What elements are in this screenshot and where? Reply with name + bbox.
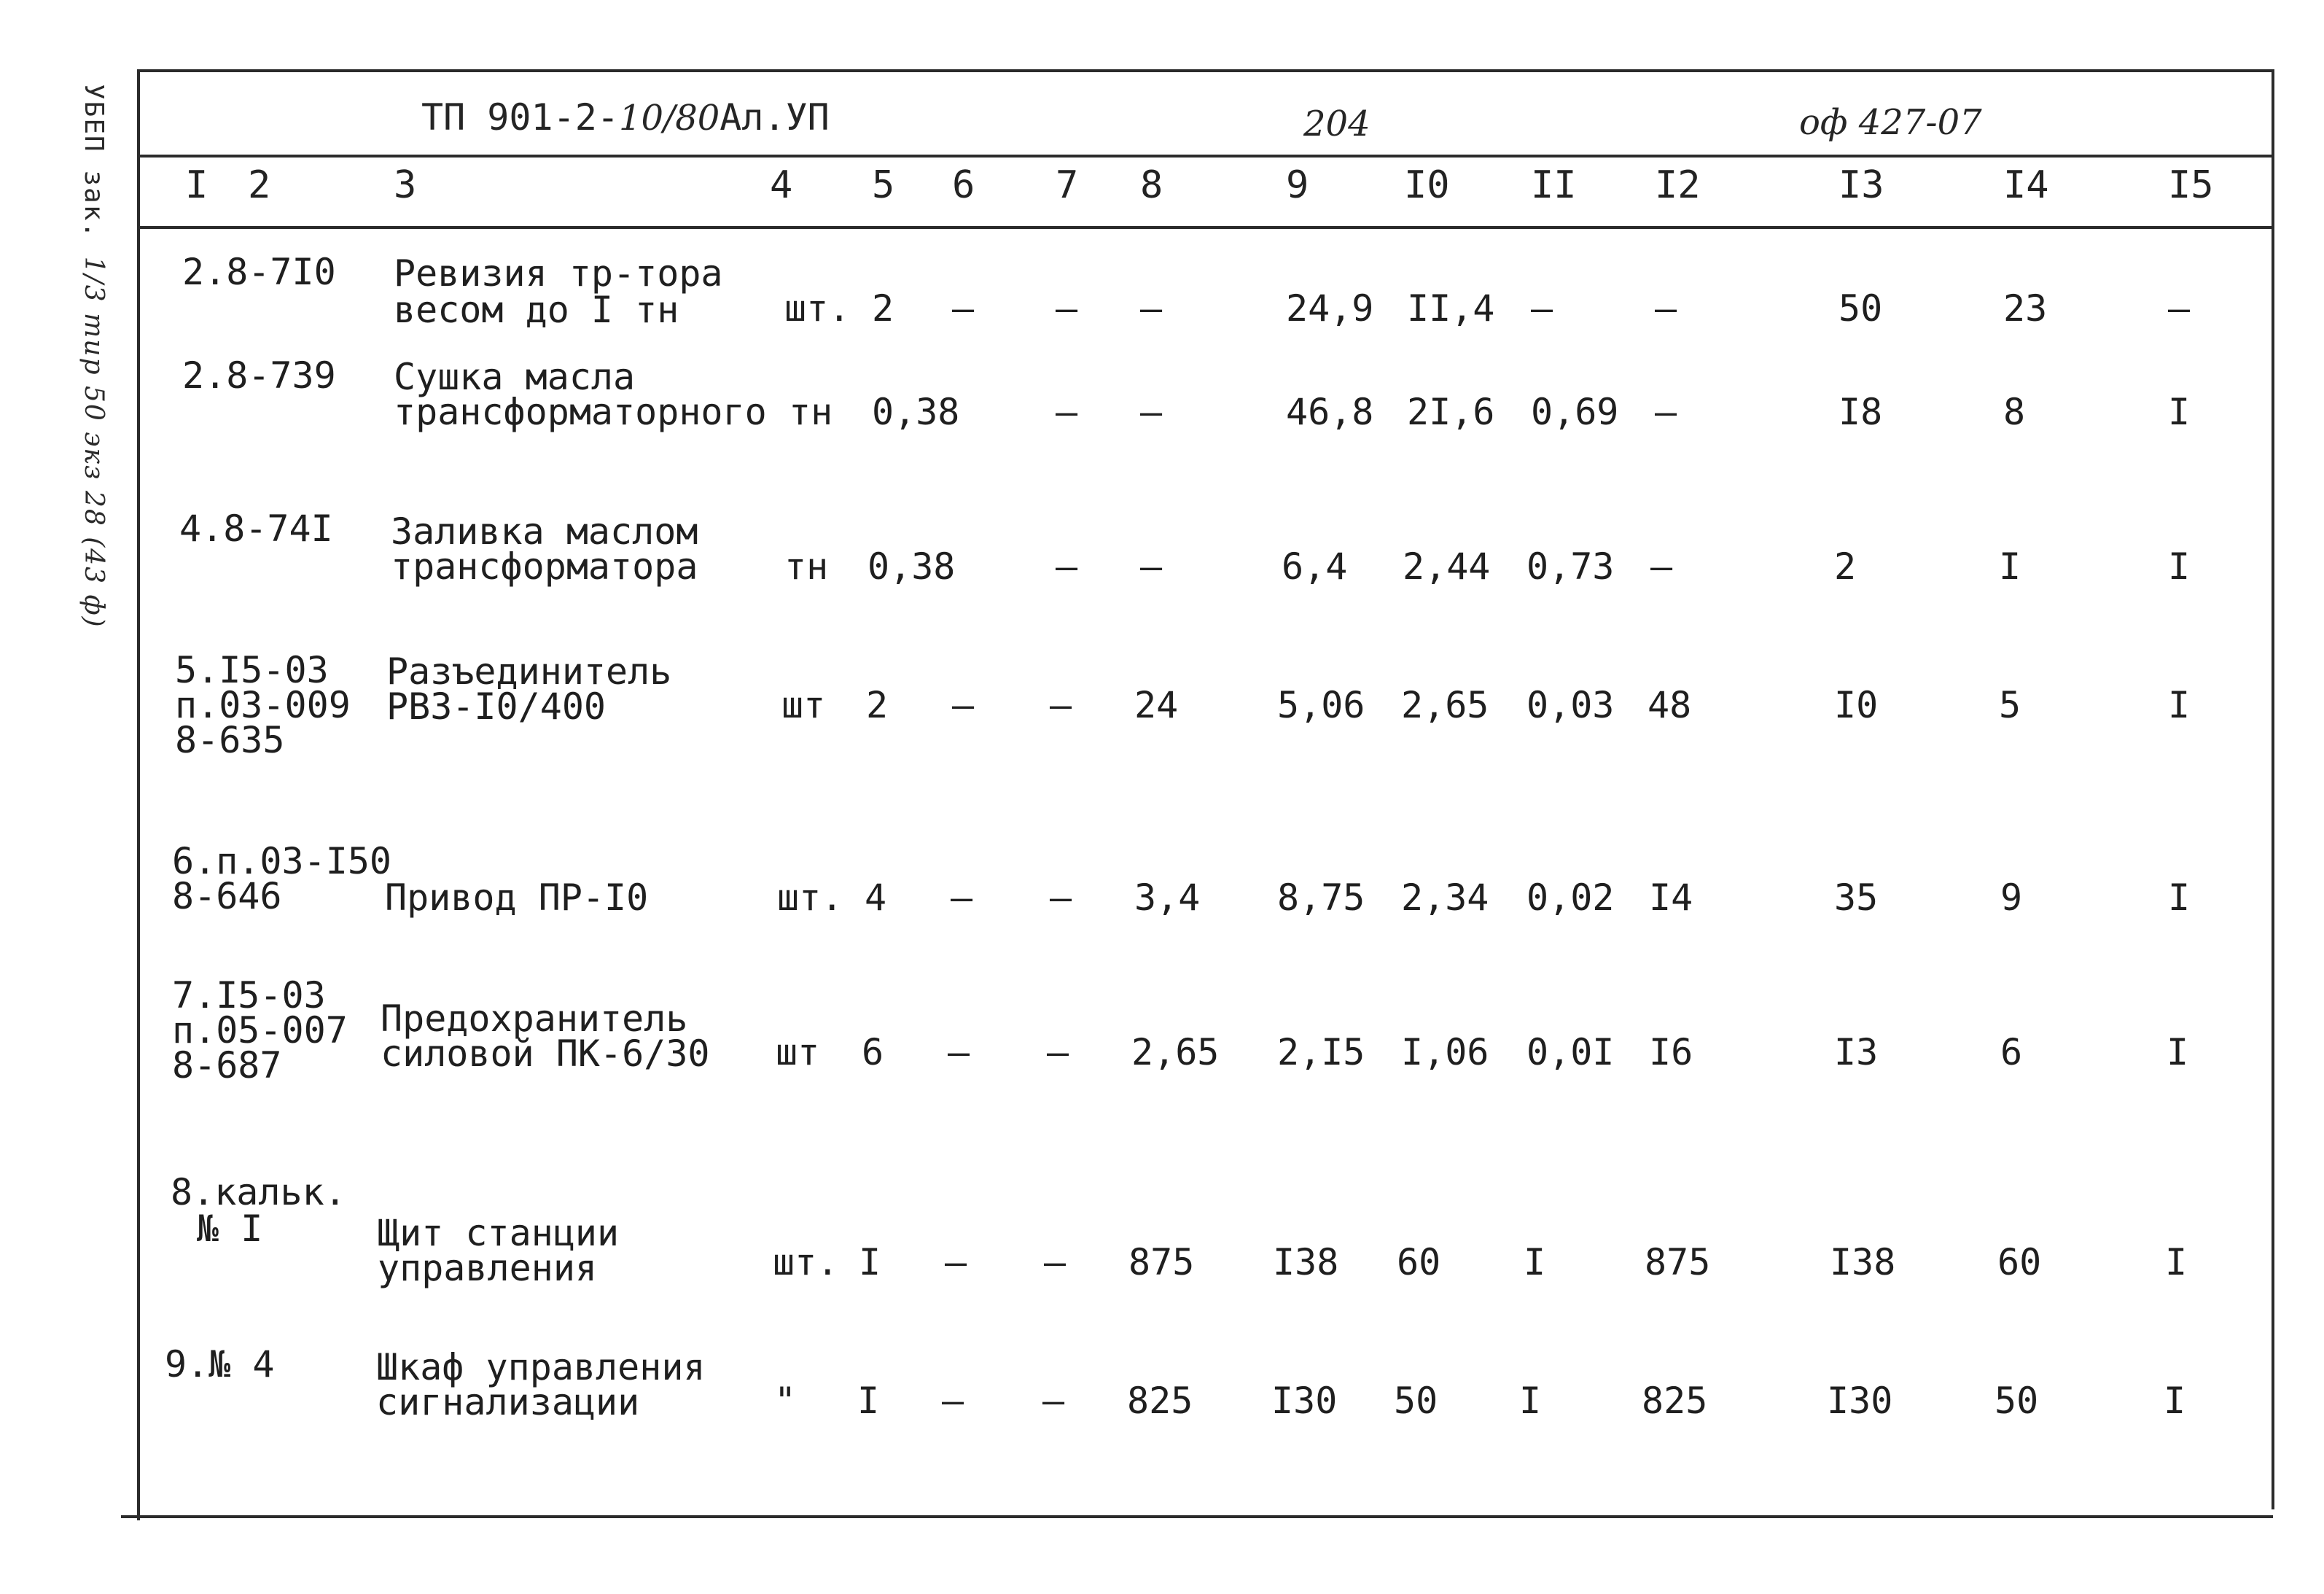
row-col9: 2,I5 — [1277, 1031, 1365, 1073]
row-col6: – — [942, 1380, 964, 1422]
row-col6: – — [948, 1031, 970, 1073]
project-code — [421, 96, 830, 139]
column-header-divider-line — [139, 226, 2273, 229]
row-unit: тн — [784, 545, 829, 588]
project-handwritten-number: 10/80 — [618, 98, 720, 139]
row-code: 9.№ 4 — [165, 1343, 275, 1385]
row-col13: 35 — [1834, 876, 1879, 919]
row-col8: 875 — [1128, 1241, 1195, 1283]
row-col15: I — [2168, 545, 2191, 588]
row-name: Сушка масла — [394, 356, 636, 398]
row-name: Щит станции — [378, 1212, 620, 1254]
page-number: 204 — [1303, 104, 1370, 144]
row-col7: – — [1044, 1241, 1067, 1283]
row-name: Ревизия тр-тора — [394, 252, 723, 295]
column-number: II — [1531, 163, 1577, 207]
side-stamp-handwritten: 1/3 тир 50 экз 28 (43 ф) — [79, 256, 109, 629]
row-col9: I38 — [1273, 1241, 1339, 1283]
row-code: 7.I5-03 — [172, 974, 326, 1016]
row-unit: шт — [776, 1031, 820, 1073]
row-col12: – — [1650, 545, 1673, 588]
row-qty: I — [859, 1241, 881, 1283]
row-name: Заливка маслом — [391, 510, 698, 553]
row-col6: – — [952, 684, 975, 726]
row-col13: I30 — [1827, 1380, 1893, 1422]
column-number: 5 — [872, 163, 895, 207]
row-code: 8-635 — [175, 719, 285, 761]
row-col13: I38 — [1830, 1241, 1896, 1283]
row-unit: шт. — [784, 287, 851, 330]
row-unit: " — [774, 1380, 797, 1422]
frame-left-line — [137, 69, 140, 1520]
row-unit: тн — [789, 391, 833, 433]
row-qty: 2 — [872, 287, 894, 330]
row-col9: 46,8 — [1286, 391, 1374, 433]
row-col6: – — [952, 287, 975, 330]
row-col14: 6 — [2000, 1031, 2023, 1073]
row-col10: 2,44 — [1403, 545, 1491, 588]
row-col12: I4 — [1649, 876, 1693, 919]
side-stamp — [79, 84, 109, 629]
row-col14: 50 — [1994, 1380, 2039, 1422]
row-col11: 0,69 — [1531, 391, 1619, 433]
row-col8: 2,65 — [1131, 1031, 1220, 1073]
row-col15: I — [2168, 391, 2191, 433]
row-name: весом до I тн — [394, 289, 679, 331]
column-number: 3 — [394, 163, 417, 207]
row-col12: I6 — [1649, 1031, 1693, 1073]
row-col9: 5,06 — [1277, 684, 1365, 726]
row-code: 8-646 — [172, 875, 282, 917]
row-col14: 9 — [2000, 876, 2023, 919]
project-prefix: ТП 901-2- — [421, 96, 619, 139]
row-col8: – — [1140, 287, 1163, 330]
row-col13: 2 — [1834, 545, 1857, 588]
row-qty: 0,38 — [867, 545, 956, 588]
row-unit: шт — [781, 684, 826, 726]
row-col15: – — [2168, 287, 2191, 330]
row-code: п.05-007 — [172, 1009, 348, 1051]
column-number: 2 — [248, 163, 271, 207]
row-col15: I — [2167, 1031, 2189, 1073]
row-col12: – — [1655, 287, 1677, 330]
row-code: 4.8-74I — [179, 508, 333, 550]
row-code: 8.кальк. — [171, 1171, 346, 1213]
row-col8: 3,4 — [1134, 876, 1201, 919]
row-col14: I — [1999, 545, 2021, 588]
column-number: I0 — [1404, 163, 1450, 207]
row-col10: II,4 — [1407, 287, 1495, 330]
row-code: п.03-009 — [175, 684, 351, 726]
column-number: I3 — [1838, 163, 1884, 207]
row-col15: I — [2164, 1380, 2186, 1422]
row-name: управления — [378, 1247, 598, 1289]
row-unit: шт. — [773, 1241, 839, 1283]
row-col13: I8 — [1838, 391, 1883, 433]
row-col10: 60 — [1397, 1241, 1441, 1283]
row-name: трансформаторного — [394, 391, 767, 433]
row-qty: 0,38 — [872, 391, 960, 433]
row-code: 8-687 — [172, 1044, 282, 1086]
row-col8: 825 — [1127, 1380, 1193, 1422]
row-col12: 48 — [1648, 684, 1692, 726]
row-code: 2.8-739 — [182, 354, 336, 397]
row-col10: I,06 — [1401, 1031, 1489, 1073]
row-col12: – — [1655, 391, 1677, 433]
row-qty: 2 — [866, 684, 889, 726]
column-number: I — [185, 163, 208, 207]
row-col15: I — [2168, 876, 2191, 919]
row-col7: – — [1050, 684, 1072, 726]
column-number: 9 — [1286, 163, 1309, 207]
row-col11: 0,0I — [1526, 1031, 1615, 1073]
row-name: силовой ПК-6/30 — [381, 1033, 710, 1075]
row-col7: – — [1050, 876, 1072, 919]
row-col13: 50 — [1838, 287, 1883, 330]
row-col15: I — [2165, 1241, 2188, 1283]
row-col6: – — [945, 1241, 967, 1283]
row-qty: 6 — [862, 1031, 884, 1073]
row-name: сигнализации — [376, 1381, 640, 1423]
row-col11: 0,73 — [1526, 545, 1615, 588]
row-col10: 2I,6 — [1407, 391, 1495, 433]
row-name: Шкаф управления — [376, 1346, 706, 1388]
sheet-reference: оф 427-07 — [1799, 102, 1982, 143]
row-col11: 0,02 — [1526, 876, 1615, 919]
row-code: 5.I5-03 — [175, 649, 329, 691]
column-number: 7 — [1056, 163, 1079, 207]
row-col8: – — [1140, 545, 1163, 588]
row-unit: шт. — [777, 876, 843, 919]
row-col7: – — [1056, 545, 1078, 588]
column-number: I4 — [2003, 163, 2049, 207]
row-col12: 875 — [1645, 1241, 1711, 1283]
row-col8: 24 — [1134, 684, 1179, 726]
frame-bottom-line — [121, 1515, 2273, 1518]
row-qty: 4 — [865, 876, 887, 919]
column-number: I5 — [2168, 163, 2214, 207]
row-col14: 8 — [2003, 391, 2026, 433]
row-name: трансформатора — [391, 545, 698, 588]
row-col7: – — [1047, 1031, 1069, 1073]
frame-right-line — [2272, 69, 2274, 1509]
project-suffix: Ал.УП — [720, 96, 830, 139]
row-col14: 5 — [1999, 684, 2021, 726]
row-col10: 2,34 — [1401, 876, 1489, 919]
row-code: № I — [197, 1208, 263, 1250]
row-col11: 0,03 — [1526, 684, 1615, 726]
frame-top-line — [139, 69, 2274, 72]
row-col12: 825 — [1642, 1380, 1708, 1422]
row-col14: 60 — [1997, 1241, 2042, 1283]
column-number: I2 — [1655, 163, 1701, 207]
row-col9: 8,75 — [1277, 876, 1365, 919]
row-col9: 6,4 — [1282, 545, 1348, 588]
row-col8: – — [1140, 391, 1163, 433]
row-col11: I — [1524, 1241, 1546, 1283]
row-col11: I — [1519, 1380, 1542, 1422]
column-number: 4 — [770, 163, 793, 207]
row-col7: – — [1042, 1380, 1065, 1422]
row-col13: I0 — [1834, 684, 1879, 726]
header-divider-line — [139, 155, 2273, 158]
row-col7: – — [1056, 391, 1078, 433]
row-col6: – — [951, 876, 973, 919]
row-name: Привод ПР-I0 — [385, 876, 649, 919]
row-col10: 50 — [1394, 1380, 1438, 1422]
row-code: 2.8-7I0 — [182, 251, 336, 293]
row-name: Разъединитель — [386, 650, 672, 693]
row-code: 6.п.03-I50 — [172, 840, 392, 882]
row-name: Предохранитель — [381, 998, 688, 1040]
column-number: 6 — [952, 163, 975, 207]
column-number: 8 — [1140, 163, 1163, 207]
row-col7: – — [1056, 287, 1078, 330]
row-col15: I — [2168, 684, 2191, 726]
row-col14: 23 — [2003, 287, 2048, 330]
row-qty: I — [857, 1380, 880, 1422]
row-col11: – — [1531, 287, 1553, 330]
row-col13: I3 — [1834, 1031, 1879, 1073]
row-col10: 2,65 — [1401, 684, 1489, 726]
row-col9: 24,9 — [1286, 287, 1374, 330]
row-name: РВЗ-I0/400 — [386, 685, 607, 728]
row-col9: I30 — [1271, 1380, 1338, 1422]
side-stamp-printed: УБЕП зак. — [79, 84, 109, 240]
